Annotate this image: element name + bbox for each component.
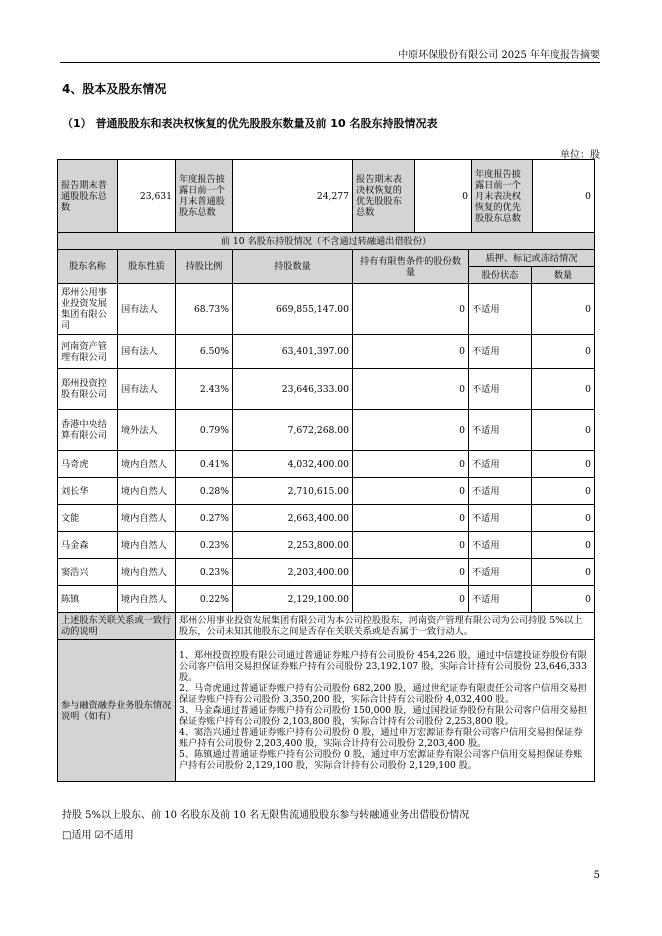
pledge-qty: 0 bbox=[532, 451, 595, 478]
shareholder-ratio: 0.41% bbox=[176, 451, 233, 478]
pledge-qty: 0 bbox=[532, 505, 595, 532]
col-pledge-status: 股份状态 bbox=[469, 267, 532, 284]
shareholder-nature: 境外法人 bbox=[118, 410, 176, 451]
summary-value-1: 23,631 bbox=[118, 160, 176, 233]
col-nature: 股东性质 bbox=[118, 250, 176, 284]
table-row bbox=[58, 335, 595, 369]
shareholder-ratio: 0.27% bbox=[176, 505, 233, 532]
table-row bbox=[58, 505, 595, 532]
pledge-status: 不适用 bbox=[469, 451, 532, 478]
shareholder-nature: 境内自然人 bbox=[118, 586, 176, 613]
shareholder-restricted: 0 bbox=[353, 284, 469, 335]
shareholder-nature: 境内自然人 bbox=[118, 559, 176, 586]
shareholder-name: 郑州投资控股有限公司 bbox=[58, 369, 118, 410]
shareholder-ratio: 68.73% bbox=[176, 284, 233, 335]
summary-value-4: 0 bbox=[585, 190, 592, 202]
shareholder-nature: 境内自然人 bbox=[118, 532, 176, 559]
shareholder-restricted: 0 bbox=[353, 505, 469, 532]
top10-title-row bbox=[58, 233, 595, 250]
margin-item: 3、马金森通过普通证券账户持有公司股份 150,000 股，通过国投证券股份有限公司客户信用交易担保证券账户持有公司股份 2,103,800 股，实际合计持有公司股份 2,253,800 股。 bbox=[179, 705, 587, 727]
related-text: 郑州公用事业投资发展集团有限公司为本公司控股股东，河南资产管理有限公司为公司持股 5%以上股东，公司未知其他股东之间是否存在关联关系或是否属于一致行动人。 bbox=[176, 613, 595, 640]
shareholder-restricted: 0 bbox=[353, 559, 469, 586]
pledge-status: 不适用 bbox=[469, 335, 532, 369]
footnote-applicable: □适用 ☑不适用 bbox=[62, 830, 134, 841]
table-row bbox=[58, 451, 595, 478]
shareholder-quantity: 23,646,333.00 bbox=[233, 369, 353, 410]
pledge-qty: 0 bbox=[532, 559, 595, 586]
pledge-qty: 0 bbox=[532, 335, 595, 369]
margin-item: 5、陈镇通过普通证券账户持有公司股份 0 股，通过申万宏源证券有限公司客户信用交易担保证券账户持有公司股份 2,129,100 股，实际合计持有公司股份 2,129,100 股。 bbox=[179, 749, 583, 771]
subsection-title: （1） 普通股股东和表决权恢复的优先股股东数量及前 10 名股东持股情况表 bbox=[62, 117, 438, 130]
shareholder-nature: 国有法人 bbox=[118, 369, 176, 410]
shareholder-name: 香港中央结算有限公司 bbox=[58, 410, 118, 451]
pledge-qty: 0 bbox=[532, 410, 595, 451]
pledge-status: 不适用 bbox=[469, 559, 532, 586]
shareholder-ratio: 0.23% bbox=[176, 532, 233, 559]
shareholder-restricted: 0 bbox=[353, 410, 469, 451]
shareholder-name: 马金森 bbox=[58, 532, 118, 559]
shareholder-quantity: 7,672,268.00 bbox=[233, 410, 353, 451]
shareholder-quantity: 669,855,147.00 bbox=[233, 284, 353, 335]
shareholder-nature: 境内自然人 bbox=[118, 478, 176, 505]
table-row bbox=[58, 586, 595, 613]
pledge-qty: 0 bbox=[532, 532, 595, 559]
table-row bbox=[58, 478, 595, 505]
col-ratio: 持股比例 bbox=[176, 250, 233, 284]
shareholder-name: 窦浩兴 bbox=[58, 559, 118, 586]
pledge-status: 不适用 bbox=[469, 284, 532, 335]
pledge-qty: 0 bbox=[532, 284, 595, 335]
shareholder-name: 马奇虎 bbox=[58, 451, 118, 478]
col-quantity: 持股数量 bbox=[233, 250, 353, 284]
shareholder-restricted: 0 bbox=[353, 532, 469, 559]
shareholder-nature: 国有法人 bbox=[118, 335, 176, 369]
shareholder-ratio: 6.50% bbox=[176, 335, 233, 369]
margin-text bbox=[176, 640, 595, 782]
pledge-qty: 0 bbox=[532, 369, 595, 410]
shareholder-restricted: 0 bbox=[353, 369, 469, 410]
margin-item: 2、马奇虎通过普通证券账户持有公司股份 682,200 股，通过世纪证券有限责任公司客户信用交易担保证券账户持有公司股份 3,350,200 股，实际合计持有公司股份 4,032,400 股。 bbox=[179, 683, 587, 705]
shareholder-quantity: 2,203,400.00 bbox=[233, 559, 353, 586]
table-row bbox=[58, 410, 595, 451]
col-pledge-qty: 数量 bbox=[532, 267, 595, 284]
shareholder-nature: 国有法人 bbox=[118, 284, 176, 335]
shareholder-nature: 境内自然人 bbox=[118, 505, 176, 532]
pledge-status: 不适用 bbox=[469, 369, 532, 410]
col-name: 股东名称 bbox=[58, 250, 118, 284]
table-row bbox=[58, 559, 595, 586]
pledge-status: 不适用 bbox=[469, 586, 532, 613]
section-title: 4、股本及股东情况 bbox=[62, 82, 167, 96]
summary-row bbox=[58, 160, 595, 233]
shareholder-name: 郑州公用事业投资发展集团有限公司 bbox=[58, 284, 118, 335]
table-row bbox=[58, 369, 595, 410]
summary-label-4: 年度报告披露日前一个月末表决权恢复的优先股股东总数 bbox=[472, 160, 533, 232]
column-header-row bbox=[58, 250, 595, 267]
margin-label: 参与融资融券业务股东情况说明（如有） bbox=[58, 640, 176, 782]
shareholder-restricted: 0 bbox=[353, 586, 469, 613]
shareholder-ratio: 0.28% bbox=[176, 478, 233, 505]
shareholder-quantity: 2,253,800.00 bbox=[233, 532, 353, 559]
col-restricted: 持有有限售条件的股份数量 bbox=[353, 250, 469, 284]
related-label: 上述股东关联关系或一致行动的说明 bbox=[58, 613, 176, 640]
shareholder-name: 文能 bbox=[58, 505, 118, 532]
shareholder-quantity: 2,129,100.00 bbox=[233, 586, 353, 613]
unit-label: 单位：股 bbox=[560, 150, 600, 161]
shareholder-restricted: 0 bbox=[353, 451, 469, 478]
page-header bbox=[60, 44, 600, 63]
summary-label-2: 年度报告披露日前一个月末普通股股东总数 bbox=[176, 160, 233, 233]
shareholder-ratio: 0.22% bbox=[176, 586, 233, 613]
shareholder-name: 陈镇 bbox=[58, 586, 118, 613]
shareholder-restricted: 0 bbox=[353, 335, 469, 369]
shareholder-quantity: 2,710,615.00 bbox=[233, 478, 353, 505]
summary-right bbox=[353, 160, 595, 233]
pledge-status: 不适用 bbox=[469, 532, 532, 559]
pledge-status: 不适用 bbox=[469, 505, 532, 532]
related-row bbox=[58, 613, 595, 640]
header-title: 中原环保股份有限公司 2025 年年度报告摘要 bbox=[398, 50, 600, 61]
table-row bbox=[58, 532, 595, 559]
table-row bbox=[58, 284, 595, 335]
margin-item: 4、窦浩兴通过普通证券账户持有公司股份 0 股，通过申万宏源证券有限公司客户信用交易担保证券账户持有公司股份 2,203,400 股，实际合计持有公司股份 2,203,400 股。 bbox=[179, 727, 583, 749]
summary-label-3: 报告期末表决权恢复的优先股股东总数 bbox=[353, 160, 415, 232]
shareholder-ratio: 0.23% bbox=[176, 559, 233, 586]
pledge-qty: 0 bbox=[532, 478, 595, 505]
shareholder-quantity: 4,032,400.00 bbox=[233, 451, 353, 478]
shareholder-nature: 境内自然人 bbox=[118, 451, 176, 478]
col-pledge: 质押、标记或冻结情况 bbox=[469, 250, 595, 267]
summary-label-1: 报告期末普通股股东总数 bbox=[58, 160, 118, 233]
summary-value-2: 24,277 bbox=[233, 160, 353, 233]
margin-item: 1、郑州投资控股有限公司通过普通证券账户持有公司股份 454,226 股，通过中信建投证券股份有限公司客户信用交易担保证券账户持有公司股份 23,192,107 股，实际合计持有公司股份 23,646,333 股。 bbox=[179, 650, 587, 683]
shareholder-name: 刘长华 bbox=[58, 478, 118, 505]
shareholder-quantity: 2,663,400.00 bbox=[233, 505, 353, 532]
page-number: 5 bbox=[593, 870, 600, 881]
shareholder-ratio: 2.43% bbox=[176, 369, 233, 410]
shareholder-name: 河南资产管理有限公司 bbox=[58, 335, 118, 369]
footnote-lending: 持股 5%以上股东、前 10 名股东及前 10 名无限售流通股股东参与转融通业务出借股份情况 bbox=[62, 810, 470, 821]
pledge-status: 不适用 bbox=[469, 478, 532, 505]
shareholder-ratio: 0.79% bbox=[176, 410, 233, 451]
shareholder-table bbox=[57, 159, 595, 782]
shareholder-quantity: 63,401,397.00 bbox=[233, 335, 353, 369]
pledge-status: 不适用 bbox=[469, 410, 532, 451]
margin-row bbox=[58, 640, 595, 782]
top10-title: 前 10 名股东持股情况（不含通过转融通出借股份） bbox=[58, 233, 595, 250]
summary-value-3: 0 bbox=[415, 160, 472, 232]
shareholder-restricted: 0 bbox=[353, 478, 469, 505]
pledge-qty: 0 bbox=[532, 586, 595, 613]
